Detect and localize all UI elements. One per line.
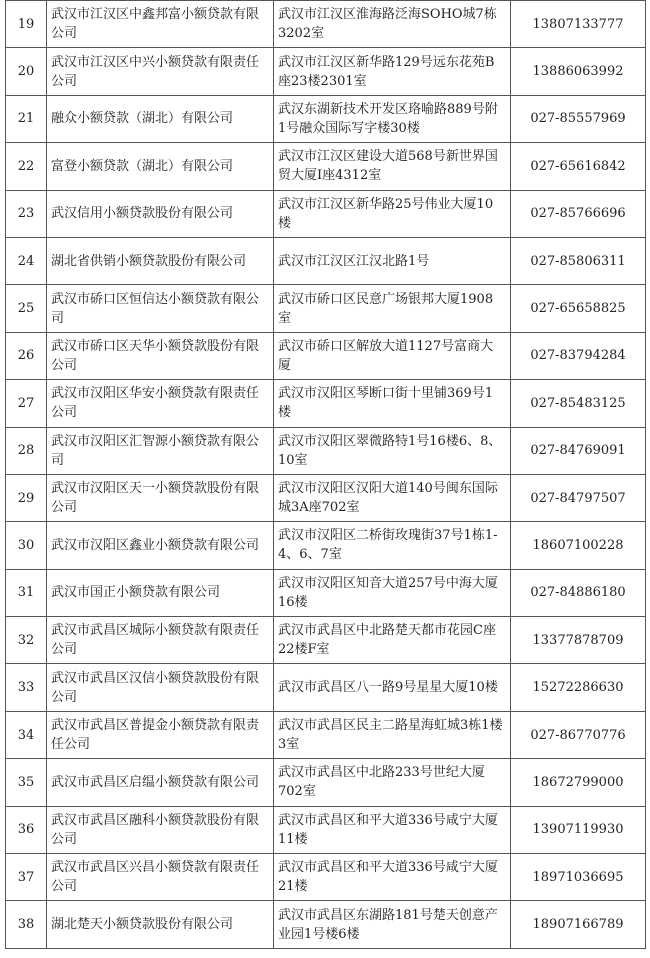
row-number-cell: 36 xyxy=(6,806,47,853)
row-number-cell: 29 xyxy=(6,474,47,521)
table-row xyxy=(6,427,646,474)
phone-cell: 13377878709 xyxy=(511,617,646,664)
table-row xyxy=(6,237,646,284)
row-number-cell: 34 xyxy=(6,711,47,758)
company-name-cell: 融众小额贷款（湖北）有限公司 xyxy=(47,95,274,142)
address-cell: 武汉市硚口区解放大道1127号富商大厦 xyxy=(274,332,511,379)
table-row xyxy=(6,854,646,901)
row-number-cell: 24 xyxy=(6,237,47,284)
address-cell: 武汉市武昌区八一路9号星星大厦10楼 xyxy=(274,664,511,711)
company-name-cell: 武汉市武昌区城际小额贷款有限责任公司 xyxy=(47,617,274,664)
company-name-cell: 武汉市江汉区中兴小额贷款有限责任公司 xyxy=(47,48,274,95)
row-number-cell: 31 xyxy=(6,569,47,616)
table-row xyxy=(6,332,646,379)
address-cell: 武汉东湖新技术开发区珞喻路889号附1号融众国际写字楼30楼 xyxy=(274,95,511,142)
phone-cell: 027-85806311 xyxy=(511,237,646,284)
table-row xyxy=(6,143,646,190)
address-cell: 武汉市江汉区新华路25号伟业大厦10楼 xyxy=(274,190,511,237)
phone-cell: 027-85557969 xyxy=(511,95,646,142)
address-cell: 武汉市江汉区江汉北路1号 xyxy=(274,237,511,284)
table-row xyxy=(6,380,646,427)
phone-cell: 027-84886180 xyxy=(511,569,646,616)
company-name-cell: 武汉市国正小额贷款有限公司 xyxy=(47,569,274,616)
row-number-cell: 21 xyxy=(6,95,47,142)
row-number-cell: 23 xyxy=(6,190,47,237)
row-number-cell: 25 xyxy=(6,285,47,332)
table-row xyxy=(6,569,646,616)
company-name-cell: 武汉市汉阳区天一小额贷款股份有限公司 xyxy=(47,474,274,521)
address-cell: 武汉市江汉区淮海路泛海SOHO城7栋3202室 xyxy=(274,1,511,48)
table-row xyxy=(6,759,646,806)
company-name-cell: 武汉市硚口区恒信达小额贷款有限公司 xyxy=(47,285,274,332)
phone-cell: 027-65616842 xyxy=(511,143,646,190)
address-cell: 武汉市武昌区中北路楚天都市花园C座22楼F室 xyxy=(274,617,511,664)
table-row xyxy=(6,1,646,48)
table-row xyxy=(6,901,646,948)
phone-cell: 027-65658825 xyxy=(511,285,646,332)
row-number-cell: 20 xyxy=(6,48,47,95)
phone-cell: 027-85483125 xyxy=(511,380,646,427)
address-cell: 武汉市武昌区和平大道336号咸宁大厦21楼 xyxy=(274,854,511,901)
phone-cell: 027-86770776 xyxy=(511,711,646,758)
address-cell: 武汉市江汉区建设大道568号新世界国贸大厦Ⅰ座4312室 xyxy=(274,143,511,190)
phone-cell: 13807133777 xyxy=(511,1,646,48)
company-name-cell: 武汉市汉阳区汇智源小额贷款有限公司 xyxy=(47,427,274,474)
phone-cell: 027-84769091 xyxy=(511,427,646,474)
company-name-cell: 武汉市武昌区启缊小额贷款有限公司 xyxy=(47,759,274,806)
address-cell: 武汉市汉阳区翠微路特1号16楼6、8、10室 xyxy=(274,427,511,474)
table-row xyxy=(6,95,646,142)
company-name-cell: 湖北省供销小额贷款股份有限公司 xyxy=(47,237,274,284)
company-name-cell: 武汉市汉阳区华安小额贷款有限责任公司 xyxy=(47,380,274,427)
phone-cell: 18907166789 xyxy=(511,901,646,948)
company-name-cell: 武汉市汉阳区鑫业小额贷款有限公司 xyxy=(47,522,274,569)
company-name-cell: 武汉信用小额贷款股份有限公司 xyxy=(47,190,274,237)
phone-cell: 13907119930 xyxy=(511,806,646,853)
address-cell: 武汉市汉阳区二桥街玫瑰街37号1栋1-4、6、7室 xyxy=(274,522,511,569)
phone-cell: 18607100228 xyxy=(511,522,646,569)
row-number-cell: 33 xyxy=(6,664,47,711)
row-number-cell: 30 xyxy=(6,522,47,569)
table-row xyxy=(6,806,646,853)
table-row xyxy=(6,617,646,664)
company-name-cell: 武汉市武昌区融科小额贷款股份有限公司 xyxy=(47,806,274,853)
company-name-cell: 富登小额贷款（湖北）有限公司 xyxy=(47,143,274,190)
table-row xyxy=(6,474,646,521)
row-number-cell: 22 xyxy=(6,143,47,190)
phone-cell: 13886063992 xyxy=(511,48,646,95)
company-name-cell: 武汉市江汉区中鑫邦富小额贷款有限公司 xyxy=(47,1,274,48)
lender-table xyxy=(5,0,646,949)
phone-cell: 027-83794284 xyxy=(511,332,646,379)
row-number-cell: 27 xyxy=(6,380,47,427)
row-number-cell: 38 xyxy=(6,901,47,948)
phone-cell: 15272286630 xyxy=(511,664,646,711)
company-name-cell: 湖北楚天小额贷款股份有限公司 xyxy=(47,901,274,948)
table-row xyxy=(6,711,646,758)
address-cell: 武汉市汉阳区汉阳大道140号闽东国际城3A座702室 xyxy=(274,474,511,521)
address-cell: 武汉市武昌区中北路233号世纪大厦702室 xyxy=(274,759,511,806)
table-row xyxy=(6,48,646,95)
row-number-cell: 35 xyxy=(6,759,47,806)
row-number-cell: 28 xyxy=(6,427,47,474)
address-cell: 武汉市硚口区民意广场银邦大厦1908室 xyxy=(274,285,511,332)
table-row xyxy=(6,664,646,711)
phone-cell: 027-85766696 xyxy=(511,190,646,237)
table-row xyxy=(6,190,646,237)
row-number-cell: 32 xyxy=(6,617,47,664)
table-row xyxy=(6,522,646,569)
phone-cell: 18672799000 xyxy=(511,759,646,806)
company-name-cell: 武汉市武昌区普提金小额贷款有限责任公司 xyxy=(47,711,274,758)
address-cell: 武汉市汉阳区琴断口街十里铺369号1楼 xyxy=(274,380,511,427)
address-cell: 武汉市武昌区东湖路181号楚天创意产业园1号楼6楼 xyxy=(274,901,511,948)
address-cell: 武汉市汉阳区知音大道257号中海大厦16楼 xyxy=(274,569,511,616)
lender-table-body xyxy=(6,1,646,949)
address-cell: 武汉市江汉区新华路129号远东花苑B座23楼2301室 xyxy=(274,48,511,95)
company-name-cell: 武汉市硚口区天华小额贷款股份有限公司 xyxy=(47,332,274,379)
row-number-cell: 19 xyxy=(6,1,47,48)
phone-cell: 027-84797507 xyxy=(511,474,646,521)
address-cell: 武汉市武昌区和平大道336号咸宁大厦11楼 xyxy=(274,806,511,853)
row-number-cell: 26 xyxy=(6,332,47,379)
table-row xyxy=(6,285,646,332)
row-number-cell: 37 xyxy=(6,854,47,901)
company-name-cell: 武汉市武昌区兴昌小额贷款有限责任公司 xyxy=(47,854,274,901)
phone-cell: 18971036695 xyxy=(511,854,646,901)
company-name-cell: 武汉市武昌区汉信小额贷款股份有限公司 xyxy=(47,664,274,711)
address-cell: 武汉市武昌区民主二路星海虹城3栋1楼3室 xyxy=(274,711,511,758)
